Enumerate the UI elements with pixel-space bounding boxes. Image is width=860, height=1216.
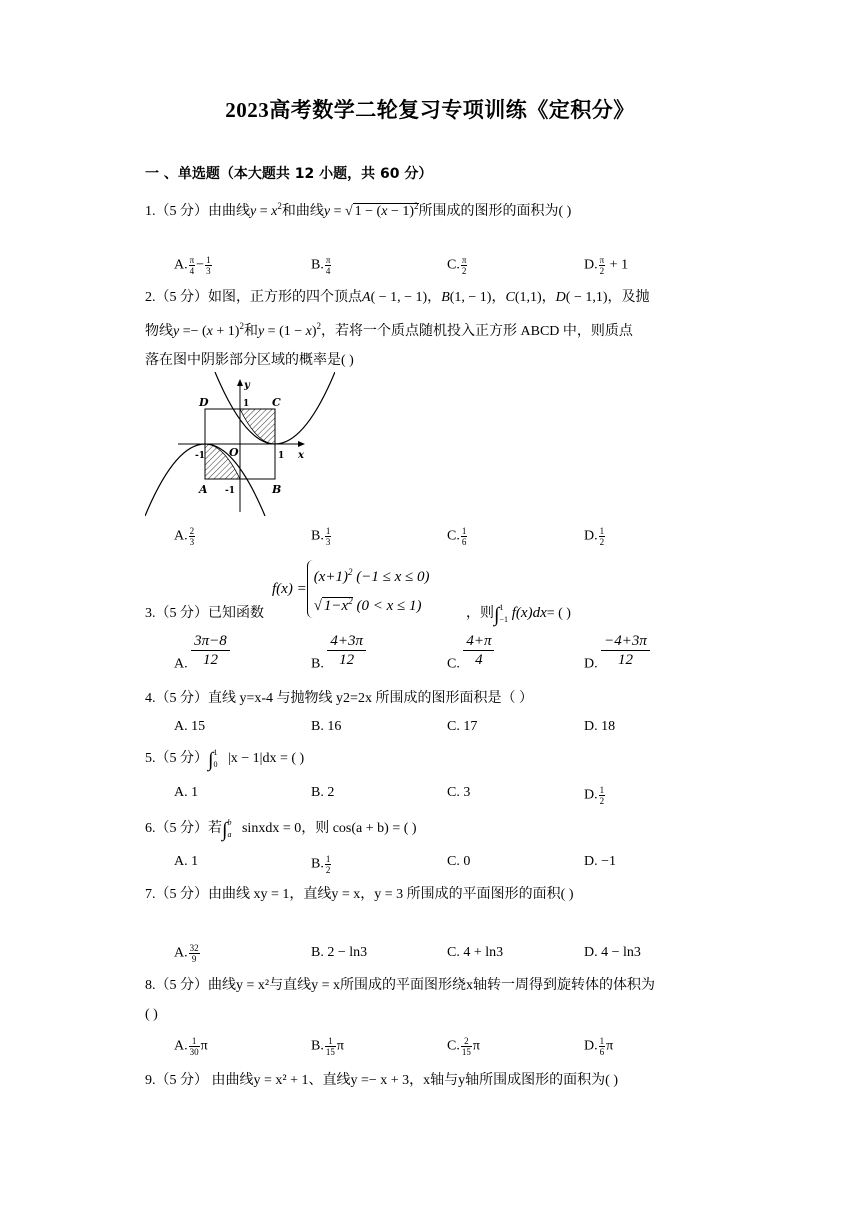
section-heading: 一 、单选题（本大题共 12 小题，共 60 分） xyxy=(145,166,433,182)
option-a: A. $\frac{32}{9}$ xyxy=(174,943,199,964)
label-x: x xyxy=(298,450,304,461)
question-text: 和曲线 xyxy=(281,204,324,219)
question-4: 4.（5 分）直线 y=x-4 与抛物线 y2=2x 所围成的图形面积是（ ） xyxy=(145,691,533,706)
label-y: y xyxy=(244,380,250,391)
question-3-integral: ，则∫ 1 −1 f(x)dx= ( ) xyxy=(466,602,571,626)
option-b: B. $\frac{1}{3}$ xyxy=(311,526,331,547)
option-b: B. 16 xyxy=(311,719,342,734)
option-a: A. $\frac{3\pi-8}{12}$ xyxy=(174,632,230,673)
label-d: D xyxy=(199,396,209,409)
option-a: A. $\frac{\pi}{4}$ − $\frac{1}{3}$ xyxy=(174,255,211,276)
option-c: C. $\frac{2}{15}$ π xyxy=(447,1036,480,1057)
option-b: B. $\frac{1}{2}$ xyxy=(311,854,331,875)
question-text: 由曲线 xyxy=(208,204,250,219)
question-8: 8.（5 分）曲线y = x²与直线y = x所围成的平面图形绕x轴转一周得到旋转体的体积为 ( ) xyxy=(145,978,655,1022)
question-number: 1. xyxy=(145,204,156,219)
option-a: A. $\frac{1}{30}$ π xyxy=(174,1036,208,1057)
option-c: C. $\frac{\pi}{2}$ xyxy=(447,255,467,276)
question-5: 5.（5 分）∫ 1 0 |x − 1|dx = ( ) xyxy=(145,747,305,771)
option-a: A. 15 xyxy=(174,719,206,734)
question-1: 1.（5 分）由曲线$y = x^2$和曲线y = √ $1 - (x - 1)^2$所围成的图形的面积为( ) xyxy=(145,201,572,219)
option-b: B. $\frac{4+3\pi}{12}$ xyxy=(311,632,366,673)
option-c: C. 17 xyxy=(447,719,478,734)
option-d: D. 18 xyxy=(584,719,616,734)
question-6: 6.（5 分）若∫ b a sinxdx = 0，则 cos(a + b) = ( ) xyxy=(145,817,417,841)
label-b: B xyxy=(272,483,282,496)
parabola-square-figure xyxy=(145,372,335,517)
option-c: C. 3 xyxy=(447,785,471,800)
option-a: A. 1 xyxy=(174,785,199,800)
option-d: D. 4 − ln3 xyxy=(584,945,641,960)
option-b: B. $\frac{\pi}{4}$ xyxy=(311,255,331,276)
label-one-right: 1 xyxy=(278,451,285,461)
question-text: 所围成的图形的面积为( ) xyxy=(418,204,572,219)
piecewise-function: f(x) = $(x+1)^2$ (−1 ≤ x ≤ 0) √ $1-x^2$ (0 < x ≤ 1) xyxy=(272,560,429,618)
question-3: 3.（5 分）已知函数 xyxy=(145,606,264,621)
option-b: B. 2 − ln3 xyxy=(311,945,368,960)
option-d: D. $\frac{1}{6}$ π xyxy=(584,1036,614,1057)
question-9: 9.（5 分） 由曲线y = x² + 1、直线y =− x + 3，x轴与y轴所围成图形的面积为( ) xyxy=(145,1073,618,1088)
option-d: D. $\frac{1}{2}$ xyxy=(584,526,605,547)
option-d: D. −1 xyxy=(584,854,617,869)
option-d: D. $\frac{-4+3\pi}{12}$ xyxy=(584,632,650,673)
question-2: 2.（5 分）如图，正方形的四个顶点A( − 1, − 1)，B(1, − 1)，C(1,1)，D( − 1,1)，及抛 物线$y =- (x + 1)^2$和$y = (1 - x)^2$，若将一个质点随机投入正方形 ABCD 中，则质点 落在图中阴影部分区域的概率是( ) xyxy=(145,290,650,368)
option-b: B. $\frac{1}{15}$ π xyxy=(311,1036,344,1057)
label-one-top: 1 xyxy=(243,399,250,409)
option-d: D. $\frac{\pi}{2}$ + 1 xyxy=(584,255,629,276)
option-c: C. $\frac{4+\pi}{4}$ xyxy=(447,632,494,673)
option-c: C. 4 + ln3 xyxy=(447,945,504,960)
document-title: 2023高考数学二轮复习专项训练《定积分》 xyxy=(225,98,635,122)
label-neg1-left: -1 xyxy=(195,451,205,461)
option-d: D. $\frac{1}{2}$ xyxy=(584,785,605,806)
label-neg1-bottom: -1 xyxy=(225,486,235,496)
option-a: A. 1 xyxy=(174,854,199,869)
label-a: A xyxy=(199,483,208,496)
option-c: C. $\frac{1}{6}$ xyxy=(447,526,467,547)
question-7: 7.（5 分）由曲线 xy = 1，直线y = x，y = 3 所围成的平面图形的面积( ) xyxy=(145,887,574,902)
question-score: （5 分） xyxy=(155,204,208,219)
label-o: O xyxy=(229,446,239,459)
option-c: C. 0 xyxy=(447,854,471,869)
label-c: C xyxy=(272,396,281,409)
option-a: A. $\frac{2}{3}$ xyxy=(174,526,195,547)
option-b: B. 2 xyxy=(311,785,335,800)
